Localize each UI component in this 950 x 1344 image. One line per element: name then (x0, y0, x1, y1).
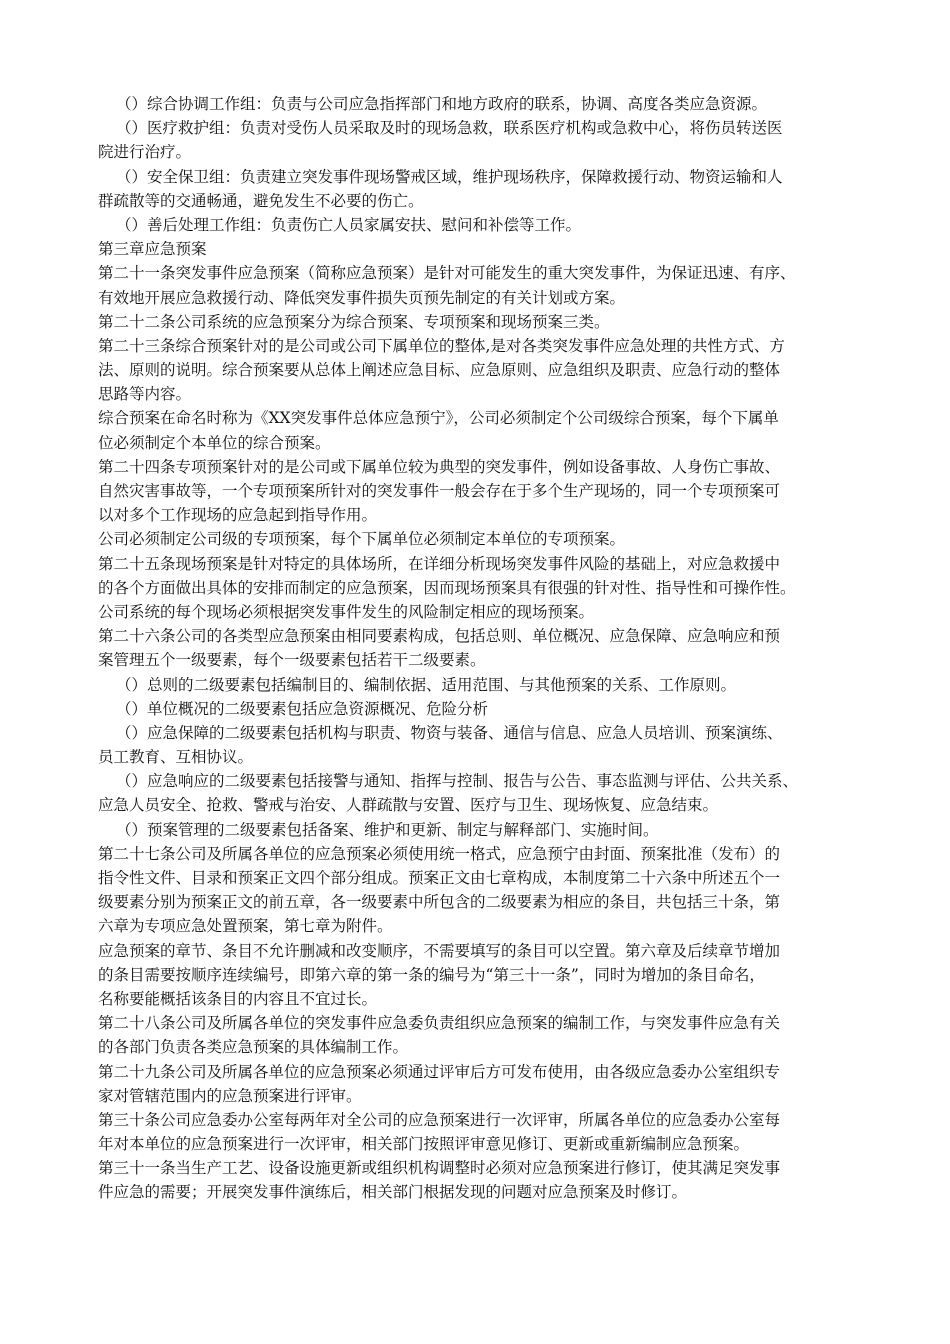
text-line: 级要素分别为预案正文的前五章，各一级要素中所包含的二级要素为相应的条目，共包括三十条，第 (98, 893, 781, 912)
text-line: （）安全保卫组：负责建立突发事件现场警戒区域，维护现场秩序，保障救援行动、物资运输和人 (116, 167, 783, 186)
text-line: 件应急的需要；开展突发事件演练后，相关部门根据发现的问题对应急预案及时修订。 (98, 1183, 688, 1202)
text-line: 第二十四条专项预案针对的是公司或下属单位较为典型的突发事件，例如设备事故、人身伤亡事故、 (98, 457, 781, 476)
text-line: 家对管辖范围内的应急预案进行评审。 (98, 1086, 362, 1105)
text-line: 案管理五个一级要素，每个一级要素包括若干二级要素。 (98, 651, 486, 670)
text-line: 第二十一条突发事件应急预案（简称应急预案）是针对可能发生的重大突发事件，为保证迅速、有序、 (98, 264, 796, 283)
text-line: 员工教育、互相协议。 (98, 748, 254, 767)
text-line: （）综合协调工作组：负责与公司应急指挥部门和地方政府的联系，协调、高度各类应急资源。 (116, 95, 768, 113)
text-line: 院进行治疗。 (98, 143, 192, 162)
text-line: 第三十一条当生产工艺、设备设施更新或组织机构调整时必须对应急预案进行修订，使其满足突发事 (98, 1159, 781, 1178)
text-line: （）应急保障的二级要素包括机构与职责、物资与装备、通信与信息、应急人员培训、预案演练、 (116, 723, 783, 742)
text-line: 名称要能概括该条目的内容且不宜过长。 (98, 989, 378, 1008)
text-line: 思路等内容。 (98, 385, 192, 404)
text-line: 第二十三条综合预案针对的是公司或公司下属单位的整体,是对各类突发事件应急处理的共性方式、方 (98, 336, 785, 355)
text-line: 第三章应急预案 (98, 240, 207, 259)
text-line: 第二十五条现场预案是针对特定的具体场所，在详细分析现场突发事件风险的基础上，对应急救援中 (98, 554, 781, 573)
text-line: 应急人员安全、抢救、警戒与治安、人群疏散与安置、医疗与卫生、现场恢复、应急结束。 (98, 796, 719, 815)
text-line: （）善后处理工作组：负责伤亡人员家属安扶、慰问和补偿等工作。 (116, 215, 582, 234)
text-line: 指令性文件、目录和预案正文四个部分组成。预案正文由七章构成，本制度第二十六条中所述五个一 (98, 869, 781, 887)
text-line: 公司必须制定公司级的专项预案，每个下属单位必须制定本单位的专项预案。 (98, 530, 626, 549)
document-body (98, 92, 868, 1205)
text-line: 群疏散等的交通畅通，避免发生不必要的伤亡。 (98, 191, 424, 210)
text-line: 法、原则的说明。综合预案要从总体上阐述应急目标、应急原则、应急组织及职责、应急行动的整体 (98, 361, 781, 380)
text-line: 的条目需要按顺序连续编号，即第六章的第一条的编号为“第三十一条”，同时为增加的条目命名， (98, 965, 765, 984)
text-line: （）医疗救护组：负责对受伤人员采取及时的现场急救，联系医疗机构或急救中心，将伤员转送医 (116, 119, 783, 138)
text-line: 有效地开展应急救援行动、降低突发事件损失页预先制定的有关计划或方案。 (98, 288, 626, 307)
text-line: 自然灾害事故等，一个专项预案所针对的突发事件一般会存在于多个生产现场的，同一个专项预案可 (98, 482, 781, 500)
text-line: 年对本单位的应急预案进行一次评审，相关部门按照评审意见修订、更新或重新编制应急预案。 (98, 1135, 750, 1154)
text-line: 的各个方面做出具体的安排而制定的应急预案，因而现场预案具有很强的针对性、指导性和可操作性。 (98, 578, 796, 597)
text-line: 以对多个工作现场的应急起到指导作用。 (98, 506, 378, 525)
text-line: 第二十九条公司及所属各单位的应急预案必须通过评审后方可发布使用，由各级应急委办公室组织专 (98, 1062, 781, 1081)
text-line: 公司系统的每个现场必须根据突发事件发生的风险制定相应的现场预案。 (98, 602, 595, 621)
text-line: （）单位概况的二级要素包括应急资源概况、危险分析 (116, 699, 489, 718)
text-line: 应急预案的章节、条目不允许删减和改变顺序，不需要填写的条目可以空置。第六章及后续章节增加 (98, 941, 781, 960)
text-line: 综合预案在命名时称为《XX突发事件总体应急预宁》，公司必须制定个公司级综合预案，每个下属单 (98, 409, 779, 428)
text-line: （）总则的二级要素包括编制目的、编制依据、适用范围、与其他预案的关系、工作原则。 (116, 675, 737, 694)
text-line: 六章为专项应急处置预案，第七章为附件。 (98, 917, 393, 936)
text-line: 的各部门负责各类应急预案的具体编制工作。 (98, 1038, 409, 1057)
text-line: 第三十条公司应急委办公室每两年对全公司的应急预案进行一次评审，所属各单位的应急委办公室每 (98, 1110, 781, 1129)
text-line: 第二十六条公司的各类型应急预案由相同要素构成，包括总则、单位概况、应急保障、应急响应和预 (98, 627, 781, 646)
text-line: （）应急响应的二级要素包括接警与通知、指挥与控制、报告与公告、事态监测与评估、公共关系、 (116, 772, 799, 791)
text-line: （）预案管理的二级要素包括备案、维护和更新、制定与解释部门、实施时间。 (116, 820, 659, 839)
text-line: 第二十二条公司系统的应急预案分为综合预案、专项预案和现场预案三类。 (98, 312, 610, 331)
text-line: 位必须制定个本单位的综合预案。 (98, 433, 331, 452)
text-line: 第二十七条公司及所属各单位的应急预案必须使用统一格式，应急预宁由封面、预案批准（发布）的 (98, 844, 781, 863)
text-line: 第二十八条公司及所属各单位的突发事件应急委负责组织应急预案的编制工作，与突发事件应急有关 (98, 1014, 781, 1033)
